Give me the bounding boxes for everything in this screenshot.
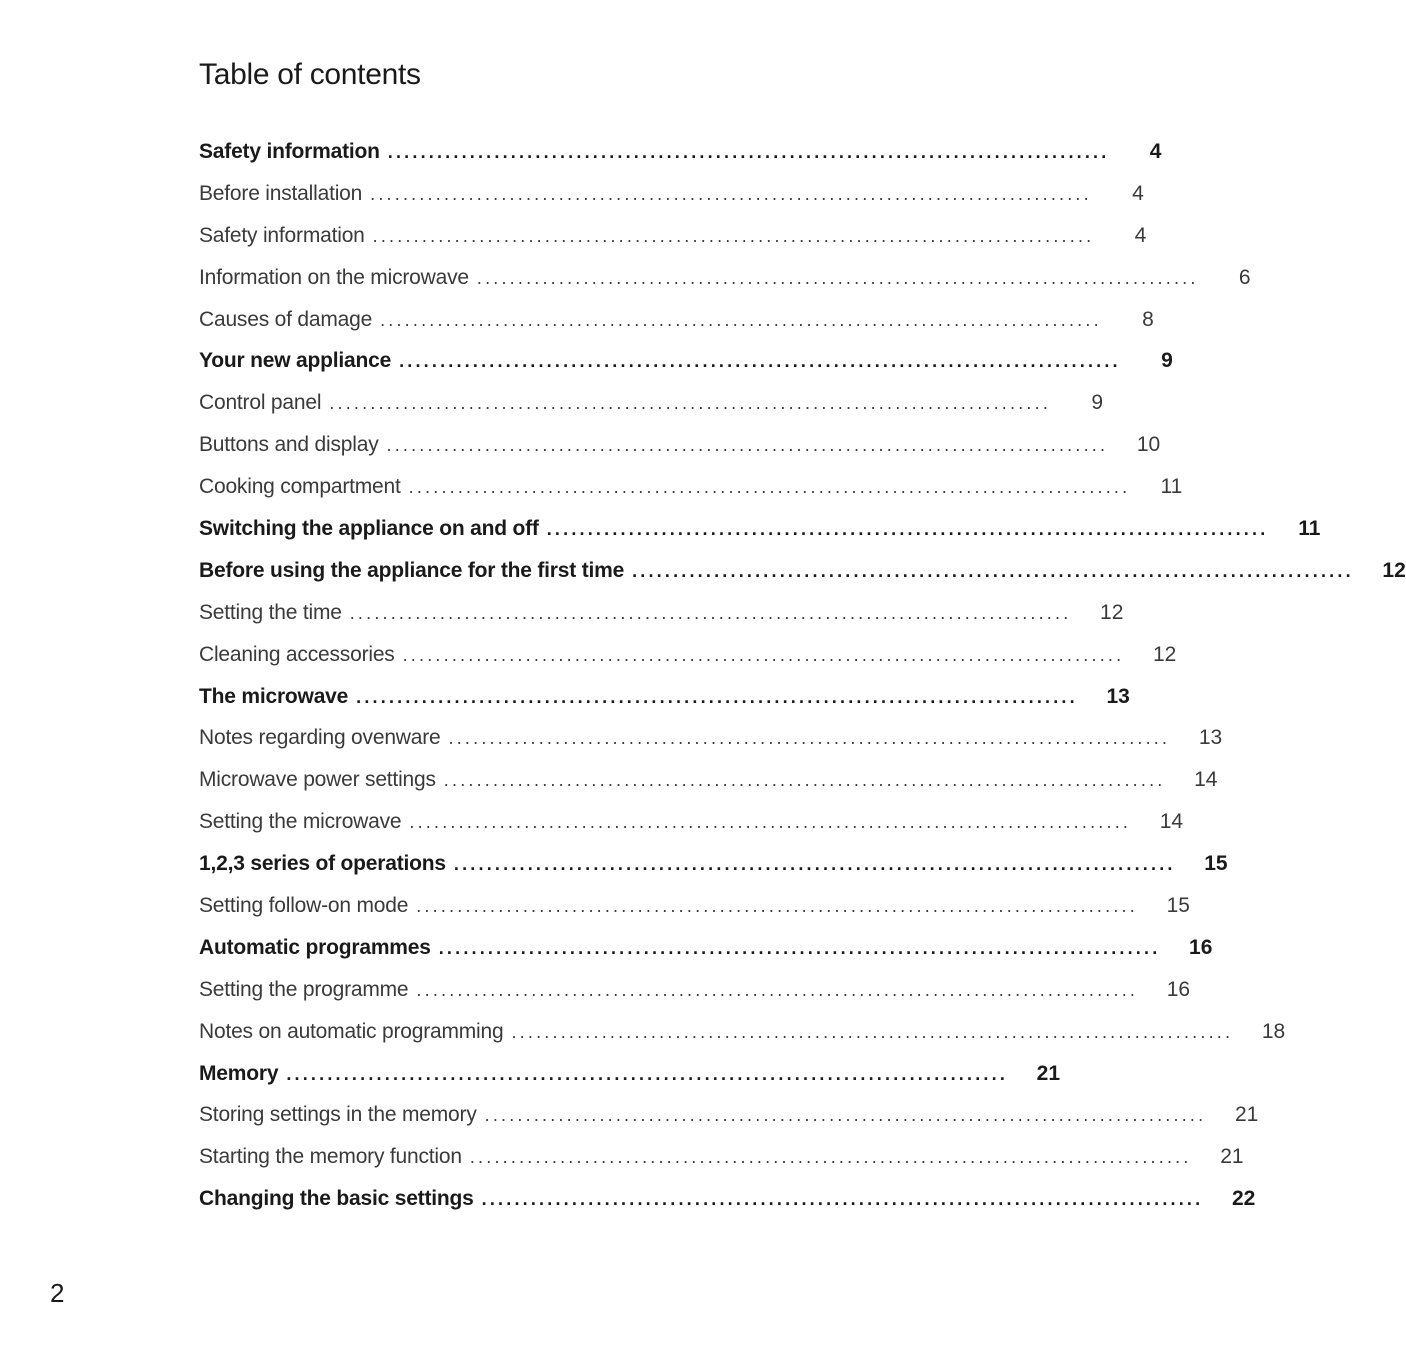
- toc-entry-title: Before using the appliance for the first time: [199, 558, 625, 582]
- toc-entry: [199, 508, 1321, 550]
- toc-entry-page: 21: [1036, 1061, 1061, 1085]
- page-title: Table of contents: [199, 58, 421, 91]
- toc-entry-title: Notes on automatic programming: [199, 1019, 504, 1043]
- toc-dot-leader: ........................................................................................: [481, 1189, 1204, 1210]
- toc-entry: [199, 1094, 1259, 1136]
- toc-entry-page: 11: [1298, 517, 1321, 541]
- toc-entry-page: 16: [1189, 935, 1213, 959]
- toc-entry: [199, 1178, 1256, 1220]
- toc-entry-page: 18: [1261, 1019, 1286, 1043]
- toc-entry-page: 21: [1234, 1103, 1259, 1127]
- toc-dot-leader: ........................................................................................: [448, 728, 1171, 749]
- toc-entry-title: Switching the appliance on and off: [199, 517, 539, 541]
- toc-dot-leader: ........................................................................................: [453, 854, 1176, 875]
- toc-entry-page: 4: [1149, 140, 1162, 163]
- toc-entry-page: 13: [1106, 684, 1130, 708]
- toc-dot-leader: ........................................................................................: [511, 1021, 1234, 1042]
- toc-entry-title: Storing settings in the memory: [199, 1103, 477, 1127]
- toc-dot-leader: ........................................................................................: [387, 142, 1110, 162]
- toc-entry: [199, 759, 1218, 801]
- toc-entry: [199, 634, 1177, 676]
- toc-entry-page: 16: [1166, 977, 1191, 1001]
- toc-entry-page: 12: [1382, 558, 1406, 582]
- toc-dot-leader: ........................................................................................: [484, 1105, 1207, 1126]
- toc-entry: [199, 843, 1228, 885]
- toc-entry: [199, 885, 1190, 927]
- toc-entry-title: Control panel: [199, 391, 322, 415]
- toc-entry-title: 1,2,3 series of operations: [199, 852, 446, 876]
- toc-entry: [199, 215, 1147, 257]
- toc-entry: [199, 382, 1104, 424]
- toc-entry: [199, 424, 1161, 466]
- toc-entry-title: Setting the microwave: [199, 810, 402, 834]
- toc-entry-page: 9: [1091, 391, 1104, 415]
- toc-entry-page: 14: [1159, 810, 1184, 834]
- toc-entry: [199, 550, 1406, 592]
- toc-entry: [199, 257, 1251, 299]
- toc-dot-leader: ........................................................................................: [349, 602, 1072, 623]
- toc-entry-title: Safety information: [199, 140, 380, 163]
- toc-entry-page: 14: [1194, 768, 1218, 792]
- toc-dot-leader: ........................................................................................: [370, 183, 1092, 204]
- toc-entry-title: Causes of damage: [199, 307, 373, 331]
- toc-entry-page: 6: [1238, 265, 1251, 289]
- toc-entry: [199, 676, 1130, 718]
- toc-entry-page: 13: [1198, 726, 1223, 750]
- toc-dot-leader: ........................................................................................: [372, 225, 1095, 246]
- toc-dot-leader: ........................................................................................: [356, 686, 1078, 707]
- toc-dot-leader: ........................................................................................: [632, 560, 1354, 581]
- toc-entry: [199, 1011, 1286, 1053]
- table-of-contents: [199, 131, 1406, 1220]
- toc-entry-page: 8: [1142, 307, 1154, 331]
- toc-dot-leader: ........................................................................................: [402, 644, 1125, 665]
- toc-dot-leader: ........................................................................................: [329, 393, 1052, 414]
- toc-entry: [199, 466, 1183, 508]
- toc-entry-title: Automatic programmes: [199, 935, 431, 959]
- toc-dot-leader: ........................................................................................: [438, 937, 1161, 958]
- toc-dot-leader: ........................................................................................: [286, 1063, 1009, 1084]
- toc-entry-page: 10: [1136, 433, 1161, 457]
- toc-entry-page: 15: [1166, 894, 1190, 918]
- toc-entry: [199, 1053, 1061, 1095]
- toc-dot-leader: ........................................................................................: [399, 351, 1121, 372]
- toc-entry: [199, 927, 1213, 969]
- page-number: 2: [50, 1278, 65, 1308]
- toc-entry: [199, 173, 1144, 215]
- toc-entry: [199, 340, 1173, 382]
- toc-entry-page: 4: [1134, 223, 1147, 247]
- toc-entry-title: Your new appliance: [199, 349, 392, 373]
- toc-entry-page: 12: [1100, 600, 1124, 624]
- toc-dot-leader: ........................................................................................: [380, 309, 1102, 330]
- toc-entry-title: Notes regarding ovenware: [199, 726, 441, 750]
- toc-entry-title: Setting the programme: [199, 977, 409, 1001]
- toc-dot-leader: ........................................................................................: [476, 267, 1199, 288]
- toc-entry-page: 21: [1220, 1145, 1244, 1169]
- toc-entry-title: Microwave power settings: [199, 768, 436, 792]
- toc-entry-title: Setting the time: [199, 600, 342, 624]
- toc-entry-title: Buttons and display: [199, 433, 379, 457]
- toc-dot-leader: ........................................................................................: [386, 435, 1109, 456]
- toc-entry-title: Cleaning accessories: [199, 642, 395, 666]
- toc-entry-page: 11: [1160, 475, 1183, 499]
- toc-dot-leader: ........................................................................................: [546, 519, 1269, 540]
- toc-entry-page: 22: [1231, 1187, 1256, 1211]
- toc-entry-title: Safety information: [199, 223, 365, 247]
- toc-entry: [199, 131, 1162, 173]
- toc-entry-title: Cooking compartment: [199, 475, 401, 499]
- toc-entry-title: Memory: [199, 1061, 279, 1085]
- toc-entry-title: The microwave: [199, 684, 349, 708]
- toc-entry: [199, 1136, 1244, 1178]
- toc-entry-title: Setting follow-on mode: [199, 894, 409, 918]
- toc-dot-leader: ........................................................................................: [416, 896, 1138, 917]
- toc-entry-title: Starting the memory function: [199, 1145, 462, 1169]
- toc-entry-page: 4: [1132, 181, 1144, 205]
- toc-entry: [199, 717, 1223, 759]
- toc-entry: [199, 801, 1184, 843]
- toc-dot-leader: ........................................................................................: [409, 812, 1132, 833]
- toc-dot-leader: ........................................................................................: [469, 1147, 1192, 1168]
- toc-dot-leader: ........................................................................................: [416, 979, 1139, 1000]
- toc-dot-leader: ........................................................................................: [408, 477, 1131, 498]
- toc-entry: [199, 299, 1154, 341]
- toc-dot-leader: ........................................................................................: [443, 770, 1166, 791]
- toc-entry-page: 9: [1161, 349, 1173, 373]
- toc-entry-title: Before installation: [199, 181, 363, 205]
- toc-entry-title: Information on the microwave: [199, 265, 469, 289]
- toc-entry-page: 12: [1152, 642, 1177, 666]
- toc-entry-page: 15: [1204, 852, 1228, 876]
- toc-entry: [199, 592, 1124, 634]
- toc-entry-title: Changing the basic settings: [199, 1187, 474, 1211]
- toc-entry: [199, 969, 1191, 1011]
